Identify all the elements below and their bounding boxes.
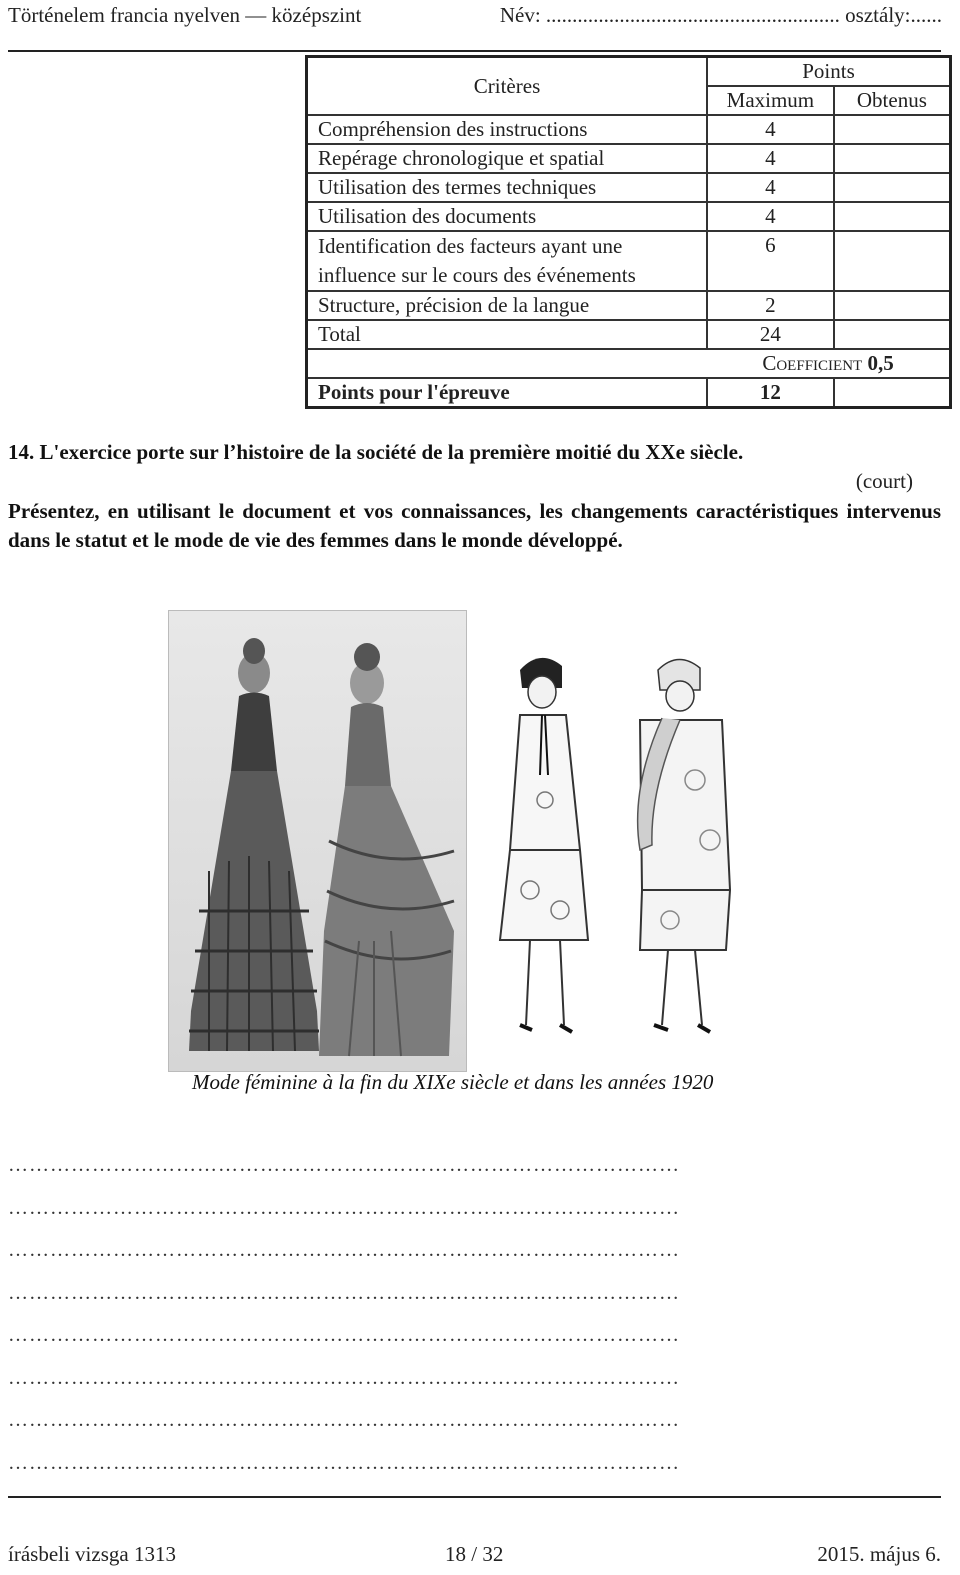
table-row [307, 231, 951, 291]
answer-area[interactable] [8, 1150, 920, 1490]
maximum-header: Maximum [707, 86, 834, 115]
criterion-label: Repérage chronologique et spatial [307, 144, 708, 173]
exam-date: 2015. május 6. [817, 1542, 941, 1566]
criterion-label: Utilisation des documents [307, 202, 708, 231]
name-class-field: Név: ........................................................ osztály:...... [499, 3, 942, 27]
criterion-obtained[interactable] [834, 115, 951, 144]
criteria-header: Critères [307, 57, 708, 116]
final-value: 12 [707, 378, 834, 408]
criterion-label: Structure, précision de la langue [307, 291, 708, 320]
question-title: 14. L'exercice porte sur l’histoire de la société de la première moitié du XXe siècle. [8, 440, 744, 464]
points-header: Points [707, 57, 950, 87]
criterion-max: 6 [707, 231, 834, 291]
answer-line[interactable]: …………………………………………………………………………………… [8, 1451, 680, 1474]
answer-line[interactable]: …………………………………………………………………………………… [8, 1324, 680, 1346]
criterion-obtained[interactable] [834, 231, 951, 291]
coefficient-label: Coefficient [762, 351, 863, 375]
page-footer [8, 1542, 941, 1567]
criterion-max: 4 [707, 115, 834, 144]
criterion-label: Utilisation des termes techniques [307, 173, 708, 202]
total-row [307, 320, 951, 349]
criterion-obtained[interactable] [834, 173, 951, 202]
answer-line[interactable]: …………………………………………………………………………………… [8, 1154, 680, 1176]
final-obtained[interactable] [834, 378, 951, 408]
final-label: Points pour l'épreuve [307, 378, 708, 408]
answer-line[interactable]: …………………………………………………………………………………… [8, 1409, 680, 1431]
grading-table [305, 55, 952, 409]
table-row [307, 202, 951, 231]
criterion-label-line: influence sur le cours des événements [318, 263, 636, 287]
coefficient-cell [707, 349, 950, 378]
answer-line[interactable]: …………………………………………………………………………………… [8, 1196, 680, 1219]
coefficient-row [307, 349, 951, 378]
table-row [307, 291, 951, 320]
table-row [307, 115, 951, 144]
criterion-obtained[interactable] [834, 202, 951, 231]
total-obtained[interactable] [834, 320, 951, 349]
total-value: 24 [707, 320, 834, 349]
obtained-header: Obtenus [834, 86, 951, 115]
victorian-fashion-drawing [169, 611, 466, 1071]
exam-code: írásbeli vizsga 1313 [8, 1542, 176, 1566]
criterion-max: 2 [707, 291, 834, 320]
header-divider [8, 50, 941, 52]
answer-line[interactable]: …………………………………………………………………………………… [8, 1239, 680, 1261]
answer-line[interactable]: …………………………………………………………………………………… [8, 1366, 680, 1389]
coefficient-value: 0,5 [867, 351, 894, 375]
question-prompt: Présentez, en utilisant le document et vos connaissances, les changements caractéristiques intervenus dans le statut et le mode de vie des femmes dans le monde développé. [8, 499, 941, 552]
page-header [8, 0, 942, 30]
victorian-fashion-image [168, 610, 467, 1072]
answer-line[interactable]: …………………………………………………………………………………… [8, 1281, 680, 1304]
twenties-fashion-drawing [490, 640, 755, 1050]
footer-divider [8, 1496, 941, 1498]
figure-caption: Mode féminine à la fin du XIXe siècle et dans les années 1920 [192, 1070, 714, 1094]
final-row [307, 378, 951, 408]
table-row [307, 173, 951, 202]
criterion-obtained[interactable] [834, 291, 951, 320]
criterion-max: 4 [707, 144, 834, 173]
criterion-max: 4 [707, 202, 834, 231]
exam-subject: Történelem francia nyelven — középszint [8, 3, 362, 27]
criterion-max: 4 [707, 173, 834, 202]
criterion-obtained[interactable] [834, 144, 951, 173]
criterion-label-line: Identification des facteurs ayant une [318, 234, 623, 258]
criterion-label [307, 231, 708, 291]
table-row [307, 144, 951, 173]
total-label: Total [307, 320, 708, 349]
length-tag: (court) [855, 469, 913, 493]
page-number: 18 / 32 [445, 1542, 504, 1566]
criterion-label: Compréhension des instructions [307, 115, 708, 144]
twenties-fashion-image [490, 640, 755, 1050]
